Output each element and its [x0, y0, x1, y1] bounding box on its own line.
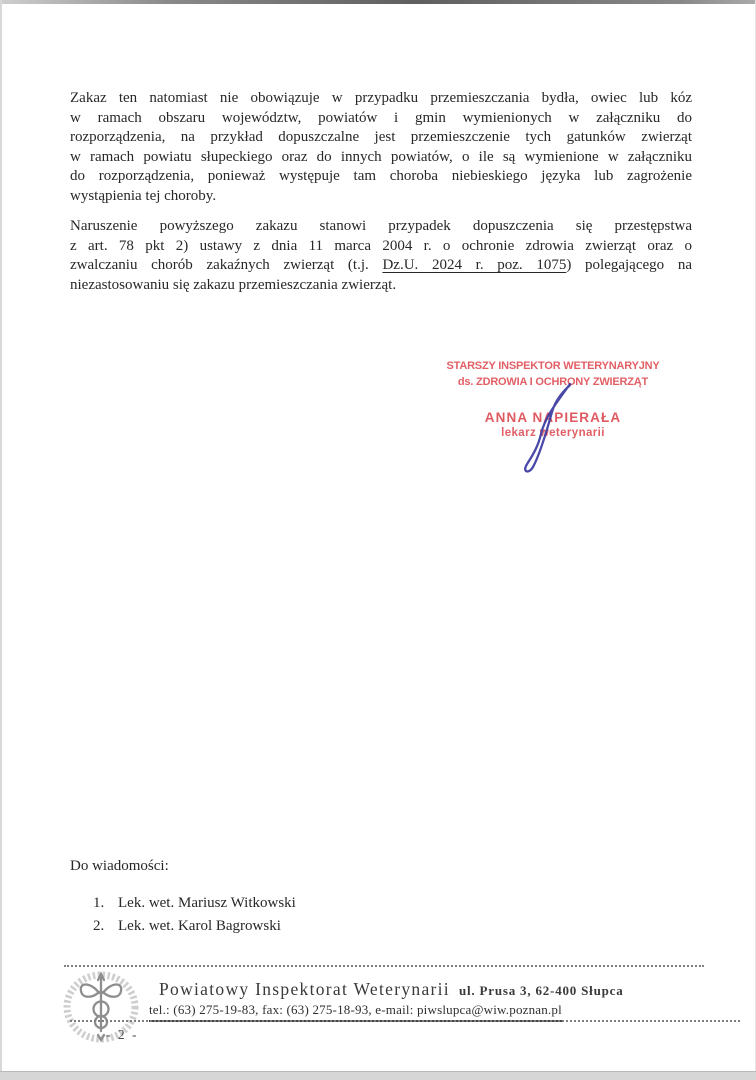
paragraph-line: Naruszenie powyższego zakazu stanowi przypadek dopuszczenia się przestępstwa: [70, 218, 692, 234]
scan-top-edge: [0, 0, 756, 4]
list-item-number: 2.: [93, 918, 105, 934]
paragraph-movement-ban-exception: [70, 89, 692, 207]
scan-bottom-edge: [0, 1071, 756, 1080]
signature-icon: [495, 372, 595, 482]
paragraph-line: do rozporządzenia, ponieważ występuje tam choroba niebieskiego języka lub zagrożenie: [70, 168, 692, 185]
legal-reference-underlined: Dz.U. 2024 r. poz. 1075: [382, 257, 567, 274]
paragraph-text: zwalczaniu chorób zakaźnych zwierząt (t.j.: [70, 257, 383, 274]
paragraph-violation-penalty: [70, 217, 692, 295]
stamp-signer-role: lekarz weterynarii: [501, 427, 605, 439]
org-name: Powiatowy Inspektorat Weterynarii: [159, 979, 450, 999]
stamp-title-line2: ds. ZDROWIA I OCHRONY ZWIERZĄT: [457, 376, 649, 388]
paragraph-line: niezastosowaniu się zakazu przemieszczania zwierząt.: [70, 276, 397, 293]
paragraph-line: z art. 78 pkt 2) ustawy z dnia 11 marca 2004 r. o ochronie zdrowia zwierząt oraz o: [70, 237, 692, 254]
distribution-section: [70, 858, 296, 938]
footer-org-line: [159, 979, 624, 1000]
scan-left-edge: [0, 0, 2, 1080]
distribution-list-item: [70, 915, 296, 938]
paragraph-line: wystąpienia tej choroby.: [70, 187, 217, 204]
footer-top-dotted-rule: [64, 965, 704, 967]
distribution-list-item: [70, 892, 296, 915]
stamp-signer-name: ANNA NAPIERAŁA: [484, 410, 622, 425]
footer-bottom-dotted-rule: [70, 1020, 740, 1022]
paragraph-text: ) polegającego na: [566, 257, 692, 274]
distribution-heading: Do wiadomości:: [70, 858, 169, 874]
paragraph-line: w ramach obszaru województw, powiatów i gmin wymienionych w załączniku do: [70, 109, 692, 126]
footer-contact-line: tel.: (63) 275-19-83, fax: (63) 275-18-93, e-mail: piwslupca@wiw.poznan.pl: [149, 1002, 562, 1022]
paragraph-line: w ramach powiatu słupeckiego oraz do innych powiatów, o ile są wymienione w załączniku: [70, 148, 692, 165]
list-item-text: Lek. wet. Mariusz Witkowski: [118, 895, 296, 911]
paragraph-line: rozporządzenia, na przykład dopuszczalne jest przemieszczenie tych gatunków zwierząt: [70, 129, 692, 146]
list-item-text: Lek. wet. Karol Bagrowski: [118, 918, 281, 934]
stamp-title-line1: STARSZY INSPEKTOR WETERYNARYJNY: [446, 360, 660, 372]
paragraph-line: Zakaz ten natomiast nie obowiązuje w przypadku przemieszczania bydła, owiec lub kóz: [70, 90, 692, 106]
page-number: - 2 -: [106, 1027, 139, 1042]
org-address: ul. Prusa 3, 62-400 Słupca: [458, 983, 624, 998]
distribution-list: [70, 892, 296, 938]
list-item-number: 1.: [93, 895, 105, 911]
paragraph-line: [70, 256, 692, 276]
